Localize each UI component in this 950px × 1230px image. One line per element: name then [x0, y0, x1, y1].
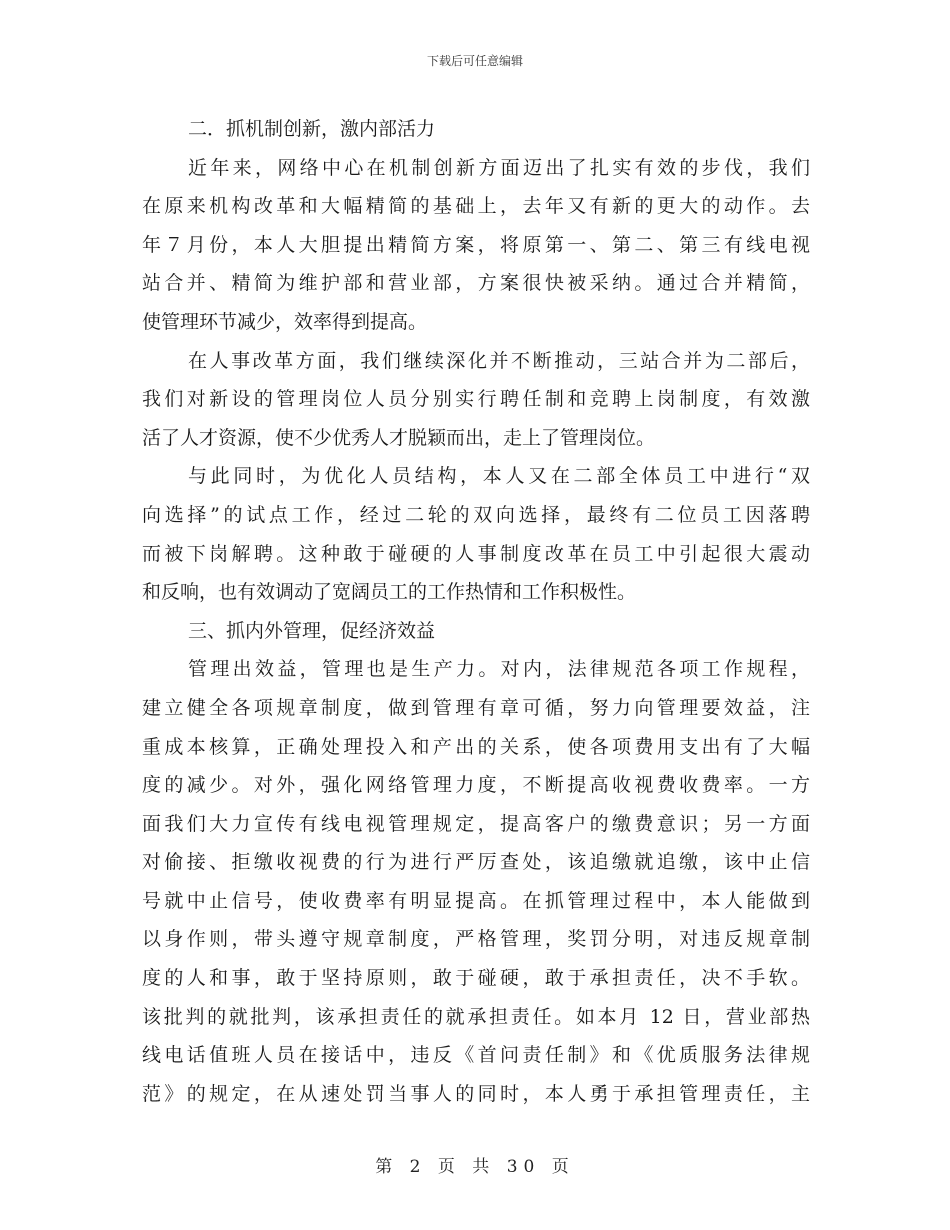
text-line: 站合并、精简为维护部和营业部，方案很快被采纳。通过合并精简，: [142, 272, 810, 295]
text-line: 度的减少。对外，强化网络管理力度，不断提高收视费收费率。一方: [142, 774, 810, 797]
text-line: 线电话值班人员在接话中，违反《首问责任制》和《优质服务法律规: [142, 1044, 810, 1067]
text-line: 使管理环节减少，效率得到提高。: [142, 310, 428, 333]
text-line: 面我们大力宣传有线电视管理规定，提高客户的缴费意识；另一方面: [142, 812, 810, 835]
text-line: 活了人才资源，使不少优秀人才脱颖而出，走上了管理岗位。: [142, 426, 656, 449]
text-line: 以身作则，带头遵守规章制度，严格管理，奖罚分明，对违反规章制: [142, 928, 810, 951]
text-line: 范》的规定，在从速处罚当事人的同时，本人勇于承担管理责任，主: [142, 1082, 810, 1105]
text-line: 我们对新设的管理岗位人员分别实行聘任制和竞聘上岗制度，有效激: [142, 388, 810, 411]
text-line: 和反响，也有效调动了宽阔员工的工作热情和工作积极性。: [142, 581, 637, 604]
text-line: 三、抓内外管理，促经济效益: [188, 619, 436, 642]
text-line: 在原来机构改革和大幅精简的基础上，去年又有新的更大的动作。去: [142, 195, 810, 218]
text-line: 重成本核算，正确处理投入和产出的关系，使各项费用支出有了大幅: [142, 735, 810, 758]
page-footer: 第 2 页 共 30 页: [375, 1157, 575, 1177]
text-line: 建立健全各项规章制度，做到管理有章可循，努力向管理要效益，注: [142, 696, 810, 719]
text-line: 二．抓机制创新，激内部活力: [188, 118, 436, 140]
text-line: 近年来，网络中心在机制创新方面迈出了扎实有效的步伐，我们: [188, 156, 810, 179]
text-line: 该批判的就批判，该承担责任的就承担责任。如本月 12 日，营业部热: [142, 1005, 810, 1028]
text-line: 对偷接、拒缴收视费的行为进行严厉查处，该追缴就追缴，该中止信: [142, 851, 810, 874]
text-line: 管理出效益，管理也是生产力。对内，法律规范各项工作规程，: [188, 658, 810, 681]
page-header: 下载后可任意编辑: [426, 54, 523, 68]
text-line: 号就中止信号，使收费率有明显提高。在抓管理过程中，本人能做到: [142, 889, 810, 912]
document-body: [142, 110, 810, 1113]
text-line: 在人事改革方面，我们继续深化并不断推动，三站合并为二部后，: [188, 349, 810, 372]
text-line: 年７月份，本人大胆提出精简方案，将原第一、第二、第三有线电视: [142, 233, 810, 256]
text-line: 而被下岗解聘。这种敢于碰硬的人事制度改革在员工中引起很大震动: [142, 542, 810, 565]
text-line: 与此同时，为优化人员结构，本人又在二部全体员工中进行“双: [188, 465, 810, 488]
text-line: 度的人和事，敢于坚持原则，敢于碰硬，敢于承担责任，决不手软。: [142, 967, 810, 990]
text-line: 向选择”的试点工作，经过二轮的双向选择，最终有二位员工因落聘: [142, 503, 810, 526]
